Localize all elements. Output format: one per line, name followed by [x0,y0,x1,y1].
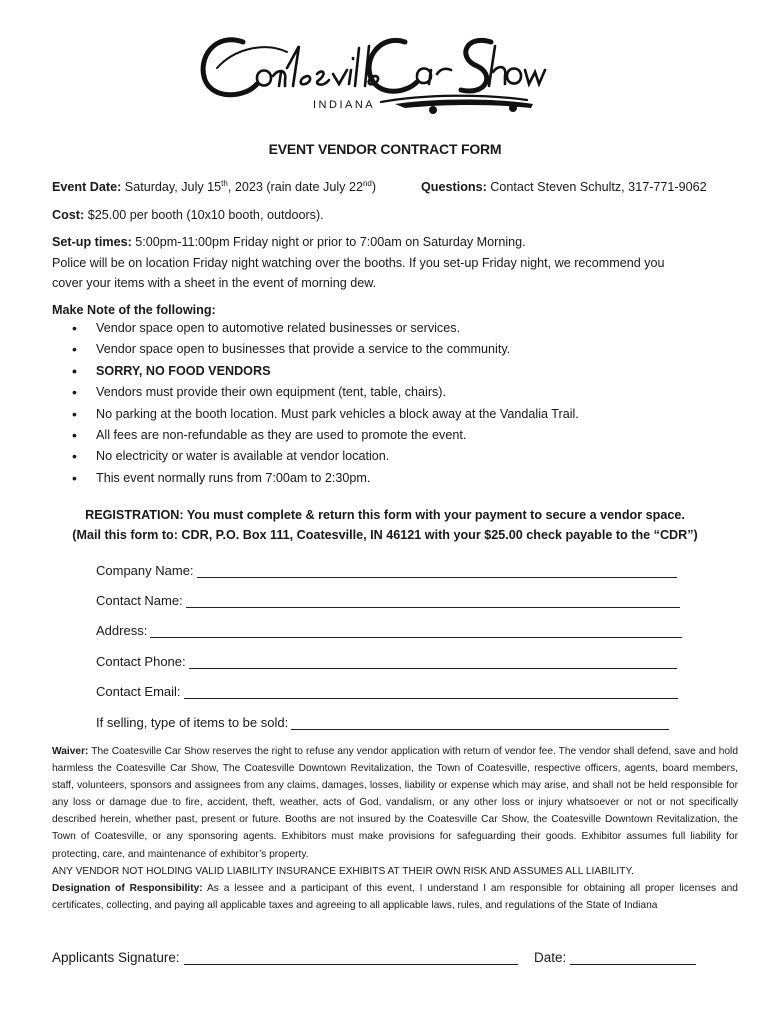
event-date-sup2: nd [362,178,372,188]
list-item: • This event normally runs from 7:00am to 2:30pm. [72,471,579,492]
setup-line-3: cover your items with a sheet in the event of morning dew. [52,276,377,290]
items-input-line[interactable] [291,717,669,730]
phone-field [96,654,677,669]
event-date-label: Event Date: [52,180,122,194]
coatesville-car-show-logo [195,28,565,118]
list-item: • No parking at the booth location. Must park vehicles a block away at the Vandalia Trail. [72,407,579,428]
email-field [96,684,678,699]
waiver-label: Waiver: [52,746,89,757]
address-input-line[interactable] [150,625,682,638]
signature-input-line[interactable] [184,952,518,965]
setup-label: Set-up times: [52,235,132,249]
list-item: • Vendor space open to automotive related businesses or services. [72,321,579,342]
items-field [96,715,669,730]
date-label: Date: [534,950,567,965]
list-item: • Vendors must provide their own equipment (tent, table, chairs). [72,385,579,406]
items-label: If selling, type of items to be sold: [96,715,289,730]
company-input-line[interactable] [197,565,677,578]
designation-paragraph [52,880,738,914]
event-date-mid: , 2023 (rain date July 22 [227,180,363,194]
phone-label: Contact Phone: [96,654,186,669]
cost-label: Cost: [52,208,85,222]
questions-text: Contact Steven Schultz, 317-771-9062 [490,180,707,194]
address-field [96,623,682,638]
event-date-post: ) [371,180,377,194]
logo-subtitle: INDIANA [313,99,376,111]
date-input-line[interactable] [570,952,696,965]
cost-text: $25.00 per booth (10x10 booth, outdoors). [87,208,324,222]
signature-label: Applicants Signature: [52,950,180,965]
company-field [96,563,677,578]
email-label: Contact Email: [96,684,181,699]
contact-name-input-line[interactable] [186,595,680,608]
list-item: • All fees are non-refundable as they are used to promote the event. [72,428,579,449]
address-label: Address: [96,623,148,638]
waiver-paragraph [52,743,738,863]
note-heading: Make Note of the following: [52,303,216,317]
setup-line [52,235,526,249]
list-item: • Vendor space open to businesses that provide a service to the community. [72,342,579,363]
contact-name-field [96,593,680,608]
email-input-line[interactable] [184,686,678,699]
waiver-text: The Coatesville Car Show reserves the right to refuse any vendor application with return of vendor fee. The vendor shall defend, save and hold harmless the Coatesville Car Show, The Coatesville Downtown Revitalization, the Town of Coatesville, respective officers, agents, board members, staff, volunteers, sponsors and assignees from any claims, damages, losses, liability or expense which may arise, and shall not be held responsible for any loss or damage due to fire, accident, theft, weather, acts of God, vandalism, or any other loss or injury whatsoever or not or not specifically described herein, whether past, present or future. Booths are not insured by the Coatesville Car Show, the Coatesville Downtown Revitalization, the Town of Coatesville, or any sponsoring agents. Exhibitors must make provisions for safeguarding their goods. Exhibitor assumes full liability for protecting, care, and maintenance of exhibitor’s property. [52,746,738,860]
setup-text: 5:00pm-11:00pm Friday night or prior to 7:00am on Saturday Morning. [135,235,526,249]
designation-text: As a lessee and a participant of this event, I understand I am responsible for obtaining all proper licenses and certificates, collecting, and paying all applicable taxes and agreeing to all applicable laws, rules, and regulations of the State of Indiana [52,882,738,911]
designation-label: Designation of Responsibility: [52,882,203,894]
company-label: Company Name: [96,563,194,578]
waiver-section [52,743,738,914]
setup-line-2: Police will be on location Friday night watching over the booths. If you set-up Friday night, we recommend you [52,256,665,270]
event-date-sup1: th [221,178,228,188]
questions-line [421,180,707,194]
notes-list [72,321,579,492]
event-date-pre: Saturday, July 15 [124,180,222,194]
list-item: • No electricity or water is available at vendor location. [72,449,579,470]
event-date-line [52,180,376,194]
registration-line-1: REGISTRATION: You must complete & return this form with your payment to secure a vendor space. [85,508,685,522]
date-field [534,950,696,965]
list-item: • SORRY, NO FOOD VENDORS [72,364,579,385]
questions-label: Questions: [421,180,487,194]
contact-name-label: Contact Name: [96,593,183,608]
phone-input-line[interactable] [189,656,677,669]
signature-field [52,950,518,965]
page-title: EVENT VENDOR CONTRACT FORM [268,141,502,157]
registration-line-2: (Mail this form to: CDR, P.O. Box 111, Coatesville, IN 46121 with your $25.00 check payable to the “CDR”) [72,528,698,542]
cost-line [52,208,324,222]
waiver-caps: ANY VENDOR NOT HOLDING VALID LIABILITY INSURANCE EXHIBITS AT THEIR OWN RISK AND ASSUMES ALL LIABILITY. [52,865,634,877]
